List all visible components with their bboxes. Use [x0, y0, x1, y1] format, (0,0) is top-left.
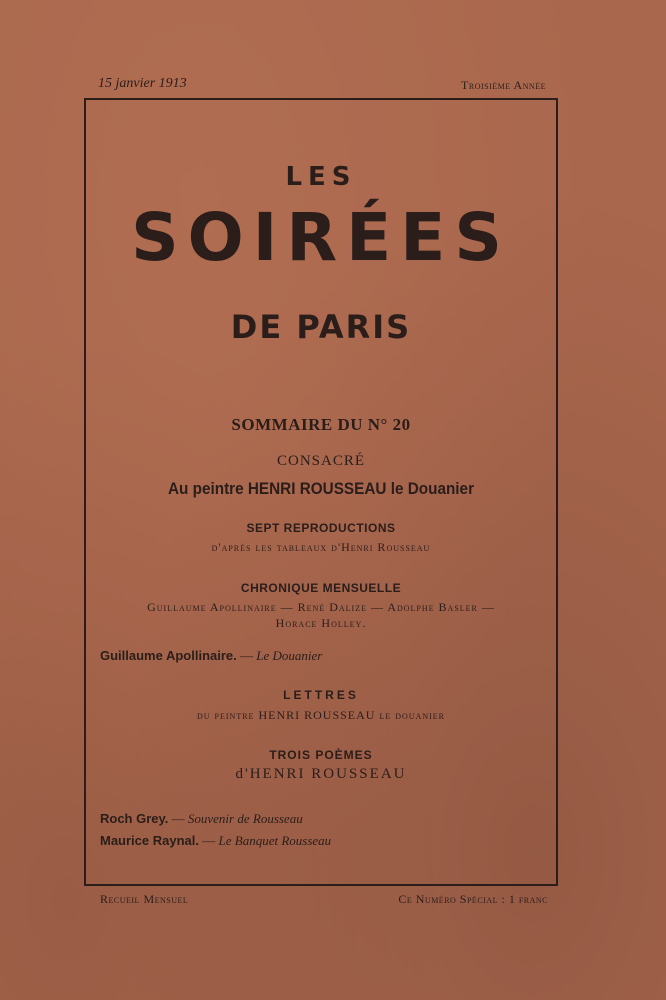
issue-date: 15 janvier 1913	[98, 76, 187, 91]
section-heading-chronique: CHRONIQUE MENSUELLE	[240, 581, 402, 595]
section-heading-reproductions: SEPT REPRODUCTIONS	[246, 521, 396, 535]
entry-title: Le Banquet Rousseau	[218, 833, 332, 848]
footer-price: Ce Numéro Spécial : 1 franc	[398, 892, 548, 906]
section-heading-lettres: LETTRES	[283, 688, 359, 702]
entry-title: Souvenir de Rousseau	[187, 811, 303, 826]
masthead-soirees: SOIRÉES	[131, 199, 511, 276]
section-heading-poemes: TROIS POÈMES	[269, 748, 373, 762]
entry-author: Maurice Raynal.	[100, 833, 199, 848]
summary-consacre: CONSACRÉ	[276, 453, 366, 469]
entry-dash: —	[171, 811, 188, 826]
footer-recueil: Recueil Mensuel	[100, 892, 189, 906]
section-sub-chronique-line2: Horace Holley.	[275, 616, 367, 630]
contents-entry	[100, 811, 303, 827]
entry-author: Roch Grey.	[100, 811, 169, 826]
masthead-de-paris: DE PARIS	[230, 308, 412, 346]
summary-title: SOMMAIRE DU N° 20	[231, 415, 411, 434]
section-sub-chronique-line1: Guillaume Apollinaire — René Dalize — Adolphe Basler —	[147, 600, 495, 614]
masthead-les: LES	[285, 162, 357, 192]
entry-dash: —	[240, 648, 257, 663]
section-sub-poemes: d'HENRI ROUSSEAU	[235, 766, 407, 782]
publication-year-label: Troisième Année	[461, 78, 546, 92]
contents-entry	[100, 648, 322, 664]
entry-dash: —	[202, 833, 219, 848]
entry-author: Guillaume Apollinaire.	[100, 648, 237, 663]
contents-entry	[100, 833, 331, 849]
entry-title: Le Douanier	[256, 648, 323, 663]
section-sub-reproductions: d'après les tableaux d'Henri Rousseau	[211, 540, 431, 554]
section-sub-lettres: du peintre HENRI ROUSSEAU le douanier	[197, 708, 445, 722]
summary-dedication: Au peintre HENRI ROUSSEAU le Douanier	[167, 479, 475, 498]
